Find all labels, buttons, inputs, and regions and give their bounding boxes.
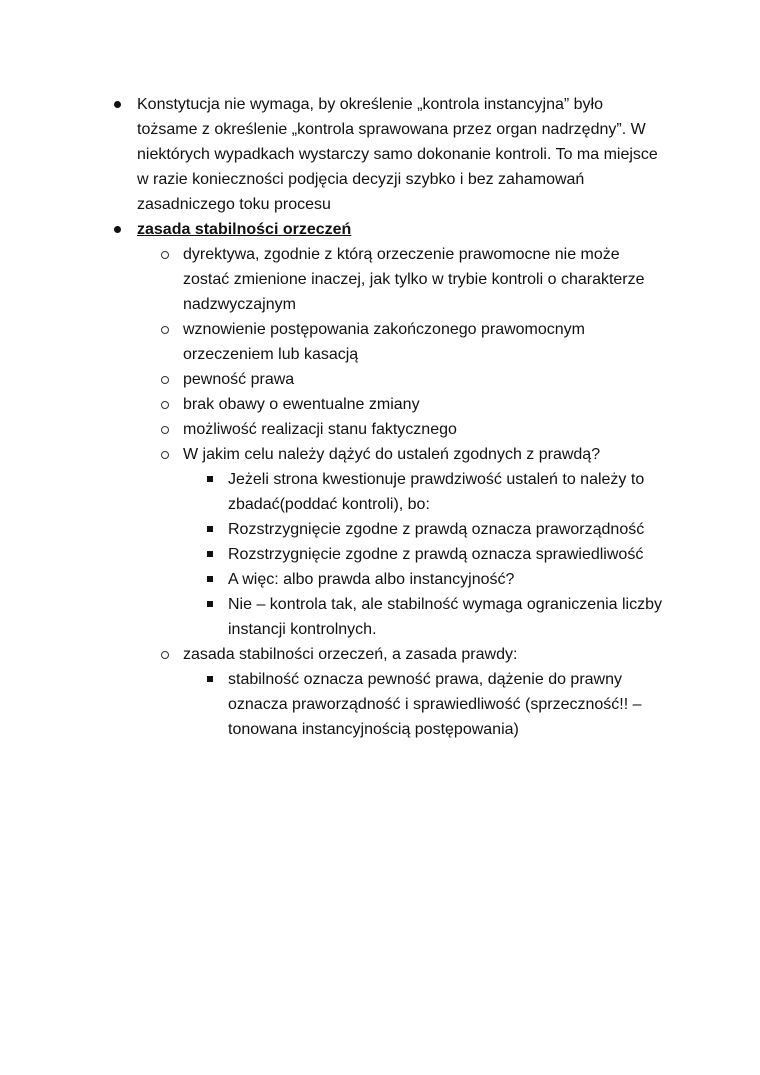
bullet-disc-icon <box>113 217 123 242</box>
item-text: A więc: albo prawda albo instancyjność? <box>228 571 515 588</box>
item-text: zasada stabilności orzeczeń, a zasada prawdy: <box>183 646 518 663</box>
bullet-circle-icon <box>160 442 170 467</box>
bullet-circle-icon <box>160 367 170 392</box>
subsub-item-stabilnosc <box>0 667 760 742</box>
item-text: pewność prawa <box>183 371 295 388</box>
item-text: Nie – kontrola tak, ale stabilność wymaga ograniczenia liczby instancji kontrolnych. <box>228 596 662 638</box>
bullet-circle-icon <box>160 392 170 417</box>
document-page <box>0 92 760 742</box>
bullet-circle-icon <box>160 242 170 267</box>
item-text: Rozstrzygnięcie zgodne z prawdą oznacza praworządność <box>228 521 645 538</box>
item-text: wznowienie postępowania zakończonego prawomocnym orzeczeniem lub kasacją <box>183 321 586 363</box>
sub-item-w-jakim-celu <box>0 442 760 467</box>
bullet-square-icon <box>206 667 216 692</box>
item-text: Jeżeli strona kwestionuje prawdziwość ustaleń to należy to zbadać(poddać kontroli), bo: <box>228 471 645 513</box>
bullet-circle-icon <box>160 417 170 442</box>
bullet-square-icon <box>206 567 216 592</box>
sub-item-brak-obawy <box>0 392 760 417</box>
item-text: dyrektywa, zgodnie z którą orzeczenie prawomocne nie może zostać zmienione inaczej, jak tylko w trybie kontroli o charakterze nadzwyczajnym <box>183 246 645 313</box>
bullet-disc-icon <box>113 92 123 117</box>
bullet-square-icon <box>206 592 216 617</box>
subsub-item-praworzadnosc <box>0 517 760 542</box>
bullet-circle-icon <box>160 642 170 667</box>
sub-item-mozliwosc <box>0 417 760 442</box>
sub-item-dyrektywa <box>0 242 760 317</box>
bullet-item-konstytucja <box>0 92 760 217</box>
item-text: możliwość realizacji stanu faktycznego <box>183 421 457 438</box>
bullet-square-icon <box>206 517 216 542</box>
bullet-item-zasada-heading <box>0 217 760 242</box>
subsub-item-nie-kontrola <box>0 592 760 642</box>
item-text: W jakim celu należy dążyć do ustaleń zgodnych z prawdą? <box>183 446 601 463</box>
bullet-square-icon <box>206 467 216 492</box>
item-text: Konstytucja nie wymaga, by określenie „kontrola instancyjna” było tożsame z określenie „kontrola sprawowana przez organ nadrzędny”. W niektórych wypadkach wystarczy samo dokonanie kontroli. To ma miejsce w razie konieczności podjęcia decyzji szybko i bez zahamowań zasadniczego toku procesu <box>137 96 658 213</box>
bullet-circle-icon <box>160 317 170 342</box>
bullet-square-icon <box>206 542 216 567</box>
subsub-item-a-wiec <box>0 567 760 592</box>
subsub-item-jezeli <box>0 467 760 517</box>
section-heading: zasada stabilności orzeczeń <box>137 221 352 238</box>
item-text: stabilność oznacza pewność prawa, dążenie do prawny oznacza praworządność i sprawiedliwość (sprzeczność!! – tonowana instancyjnością postępowania) <box>228 671 642 738</box>
subsub-item-sprawiedliwosc <box>0 542 760 567</box>
item-text: brak obawy o ewentualne zmiany <box>183 396 420 413</box>
sub-item-zasada-prawdy <box>0 642 760 667</box>
sub-item-pewnosc <box>0 367 760 392</box>
item-text: Rozstrzygnięcie zgodne z prawdą oznacza sprawiedliwość <box>228 546 644 563</box>
sub-item-wznowienie <box>0 317 760 367</box>
